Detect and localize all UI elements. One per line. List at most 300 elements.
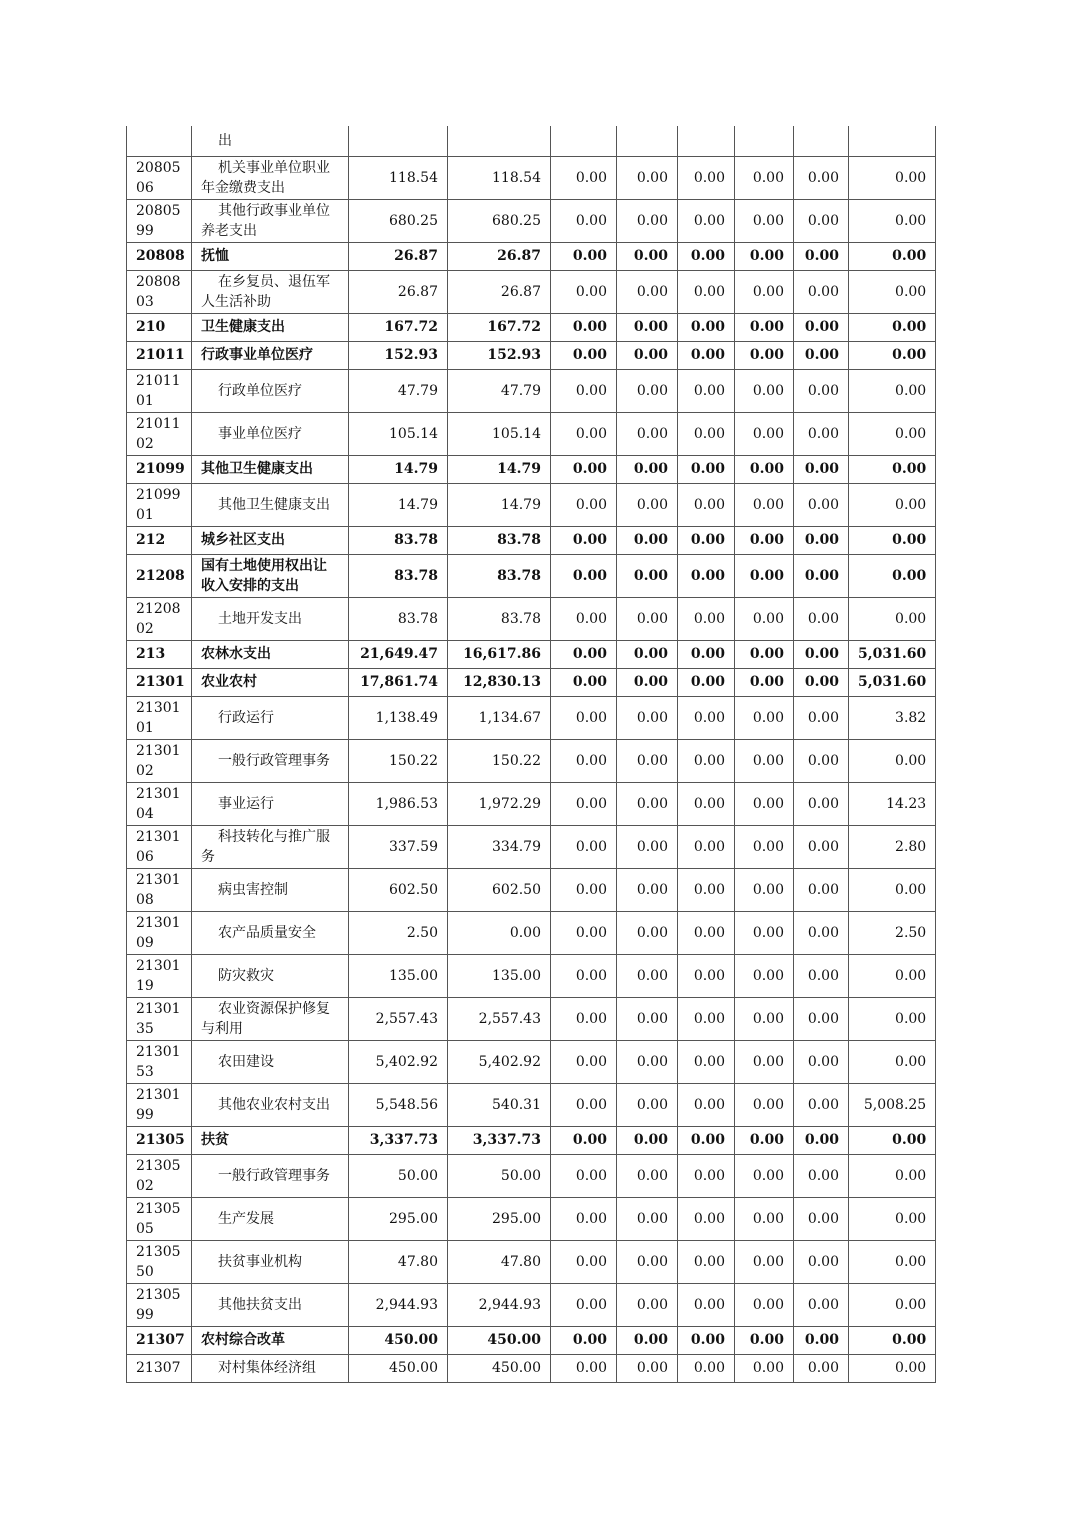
amount-cell: 0.00 [551, 1354, 617, 1382]
amount-cell: 0.00 [617, 199, 678, 242]
function-code-cell: 2109901 [127, 483, 192, 526]
amount-cell: 0.00 [794, 782, 849, 825]
function-name-cell: 农业资源保护修复与利用 [192, 997, 349, 1040]
amount-cell: 0.00 [617, 597, 678, 640]
amount-cell: 47.79 [448, 369, 551, 412]
amount-cell: 0.00 [735, 597, 794, 640]
amount-cell: 0.00 [794, 526, 849, 554]
table-row [127, 1283, 936, 1326]
function-code-cell: 2130135 [127, 997, 192, 1040]
amount-cell: 0.00 [551, 911, 617, 954]
amount-cell: 1,138.49 [349, 696, 448, 739]
function-code-cell: 21099 [127, 455, 192, 483]
amount-cell: 0.00 [735, 868, 794, 911]
amount-cell: 2,944.93 [349, 1283, 448, 1326]
amount-cell: 0.00 [735, 668, 794, 696]
function-name-cell: 行政事业单位医疗 [192, 341, 349, 369]
amount-cell: 14.79 [349, 483, 448, 526]
function-name-cell: 行政单位医疗 [192, 369, 349, 412]
amount-cell: 0.00 [794, 1083, 849, 1126]
amount-cell: 0.00 [849, 868, 936, 911]
amount-cell: 0.00 [551, 455, 617, 483]
amount-cell: 0.00 [678, 911, 735, 954]
amount-cell: 0.00 [849, 1126, 936, 1154]
table-row [127, 369, 936, 412]
amount-cell: 118.54 [448, 156, 551, 199]
amount-cell: 0.00 [678, 483, 735, 526]
amount-cell: 47.80 [349, 1240, 448, 1283]
amount-cell: 0.00 [551, 696, 617, 739]
expenditure-table [126, 126, 936, 1383]
amount-cell: 14.79 [448, 455, 551, 483]
function-name-cell: 其他卫生健康支出 [192, 483, 349, 526]
amount-cell: 0.00 [551, 739, 617, 782]
amount-cell: 680.25 [349, 199, 448, 242]
amount-cell: 0.00 [849, 997, 936, 1040]
amount-cell: 0.00 [617, 954, 678, 997]
amount-cell: 5,402.92 [349, 1040, 448, 1083]
function-name-cell: 科技转化与推广服务 [192, 825, 349, 868]
function-code-cell: 2130102 [127, 739, 192, 782]
amount-cell: 14.79 [349, 455, 448, 483]
amount-cell: 450.00 [448, 1354, 551, 1382]
amount-cell: 0.00 [794, 911, 849, 954]
amount-cell: 0.00 [849, 412, 936, 455]
amount-cell: 0.00 [735, 782, 794, 825]
amount-cell: 0.00 [551, 526, 617, 554]
table-row [127, 825, 936, 868]
function-name-cell: 一般行政管理事务 [192, 1154, 349, 1197]
amount-cell: 0.00 [794, 341, 849, 369]
function-name-cell: 卫生健康支出 [192, 313, 349, 341]
function-name-cell: 机关事业单位职业年金缴费支出 [192, 156, 349, 199]
amount-cell: 0.00 [849, 554, 936, 597]
amount-cell: 0.00 [551, 1083, 617, 1126]
amount-cell: 0.00 [794, 369, 849, 412]
table-row [127, 483, 936, 526]
function-name-cell: 防灾救灾 [192, 954, 349, 997]
amount-cell: 0.00 [794, 1326, 849, 1354]
amount-cell: 0.00 [849, 1197, 936, 1240]
amount-cell: 0.00 [735, 1197, 794, 1240]
amount-cell: 0.00 [735, 1283, 794, 1326]
amount-cell: 0.00 [735, 1354, 794, 1382]
function-name-cell: 其他卫生健康支出 [192, 455, 349, 483]
amount-cell: 0.00 [617, 341, 678, 369]
amount-cell: 0.00 [678, 868, 735, 911]
amount-cell: 0.00 [617, 1326, 678, 1354]
amount-cell: 0.00 [551, 554, 617, 597]
amount-cell: 0.00 [617, 997, 678, 1040]
amount-cell: 0.00 [849, 369, 936, 412]
amount-cell: 2.80 [849, 825, 936, 868]
amount-cell: 0.00 [617, 825, 678, 868]
amount-cell: 0.00 [678, 825, 735, 868]
amount-cell: 0.00 [735, 554, 794, 597]
amount-cell: 0.00 [678, 554, 735, 597]
amount-cell: 0.00 [678, 369, 735, 412]
function-name-cell: 国有土地使用权出让收入安排的支出 [192, 554, 349, 597]
function-name-cell: 扶贫 [192, 1126, 349, 1154]
amount-cell: 0.00 [735, 455, 794, 483]
table-row [127, 597, 936, 640]
amount-cell: 0.00 [794, 455, 849, 483]
table-row [127, 242, 936, 270]
table-row [127, 1240, 936, 1283]
amount-cell: 50.00 [448, 1154, 551, 1197]
amount-cell: 0.00 [551, 199, 617, 242]
amount-cell: 0.00 [617, 1354, 678, 1382]
function-name-cell: 在乡复员、退伍军人生活补助 [192, 270, 349, 313]
amount-cell: 0.00 [551, 270, 617, 313]
amount-cell: 0.00 [617, 369, 678, 412]
amount-cell: 0.00 [794, 997, 849, 1040]
amount-cell: 0.00 [551, 825, 617, 868]
amount-cell: 14.79 [448, 483, 551, 526]
amount-cell: 0.00 [849, 341, 936, 369]
table-row [127, 126, 936, 156]
amount-cell: 0.00 [794, 1240, 849, 1283]
function-code-cell: 213 [127, 640, 192, 668]
amount-cell: 0.00 [678, 270, 735, 313]
amount-cell: 0.00 [849, 1040, 936, 1083]
amount-cell: 2,557.43 [349, 997, 448, 1040]
table-row [127, 156, 936, 199]
amount-cell: 0.00 [735, 954, 794, 997]
amount-cell: 0.00 [551, 1040, 617, 1083]
function-name-cell: 农产品质量安全 [192, 911, 349, 954]
amount-cell: 0.00 [617, 1154, 678, 1197]
amount-cell: 1,972.29 [448, 782, 551, 825]
function-code-cell: 2130550 [127, 1240, 192, 1283]
table-row [127, 911, 936, 954]
amount-cell: 0.00 [794, 1283, 849, 1326]
amount-cell: 0.00 [551, 997, 617, 1040]
function-code-cell: 210 [127, 313, 192, 341]
amount-cell: 1,986.53 [349, 782, 448, 825]
amount-cell: 0.00 [551, 156, 617, 199]
amount-cell: 16,617.86 [448, 640, 551, 668]
function-name-cell: 农林水支出 [192, 640, 349, 668]
amount-cell: 0.00 [849, 199, 936, 242]
amount-cell: 0.00 [617, 1197, 678, 1240]
amount-cell: 0.00 [617, 739, 678, 782]
amount-cell: 0.00 [678, 156, 735, 199]
amount-cell: 167.72 [448, 313, 551, 341]
table-row [127, 455, 936, 483]
function-code-cell: 21208 [127, 554, 192, 597]
function-code-cell [127, 126, 192, 156]
amount-cell: 167.72 [349, 313, 448, 341]
amount-cell: 152.93 [349, 341, 448, 369]
table-row [127, 668, 936, 696]
amount-cell: 0.00 [849, 455, 936, 483]
amount-cell: 105.14 [448, 412, 551, 455]
amount-cell: 0.00 [735, 1083, 794, 1126]
function-name-cell: 生产发展 [192, 1197, 349, 1240]
amount-cell: 0.00 [849, 1154, 936, 1197]
amount-cell: 0.00 [551, 954, 617, 997]
amount-cell: 334.79 [448, 825, 551, 868]
function-code-cell: 2130599 [127, 1283, 192, 1326]
amount-cell: 0.00 [735, 640, 794, 668]
amount-cell [735, 126, 794, 156]
amount-cell: 0.00 [678, 640, 735, 668]
table-row [127, 997, 936, 1040]
amount-cell: 0.00 [735, 313, 794, 341]
amount-cell: 0.00 [551, 1154, 617, 1197]
amount-cell: 0.00 [678, 1154, 735, 1197]
amount-cell: 0.00 [551, 868, 617, 911]
function-code-cell: 21307 [127, 1354, 192, 1382]
table-row [127, 696, 936, 739]
amount-cell: 83.78 [349, 597, 448, 640]
amount-cell: 0.00 [617, 782, 678, 825]
amount-cell: 0.00 [551, 1126, 617, 1154]
amount-cell: 5,548.56 [349, 1083, 448, 1126]
amount-cell: 83.78 [349, 526, 448, 554]
amount-cell: 150.22 [448, 739, 551, 782]
amount-cell: 0.00 [849, 156, 936, 199]
amount-cell: 0.00 [617, 1040, 678, 1083]
amount-cell: 0.00 [678, 782, 735, 825]
table-row [127, 199, 936, 242]
amount-cell: 150.22 [349, 739, 448, 782]
amount-cell: 0.00 [678, 313, 735, 341]
function-code-cell: 2080803 [127, 270, 192, 313]
amount-cell: 5,402.92 [448, 1040, 551, 1083]
amount-cell: 0.00 [617, 1240, 678, 1283]
amount-cell: 0.00 [735, 242, 794, 270]
amount-cell [617, 126, 678, 156]
table-row [127, 526, 936, 554]
amount-cell: 0.00 [849, 1283, 936, 1326]
amount-cell: 0.00 [617, 483, 678, 526]
function-code-cell: 2120802 [127, 597, 192, 640]
table-row [127, 954, 936, 997]
amount-cell: 0.00 [794, 313, 849, 341]
amount-cell: 0.00 [678, 455, 735, 483]
amount-cell: 0.00 [678, 412, 735, 455]
amount-cell [551, 126, 617, 156]
amount-cell: 0.00 [551, 1197, 617, 1240]
amount-cell: 0.00 [678, 997, 735, 1040]
amount-cell: 50.00 [349, 1154, 448, 1197]
amount-cell: 0.00 [617, 455, 678, 483]
amount-cell: 0.00 [678, 668, 735, 696]
amount-cell: 2.50 [849, 911, 936, 954]
amount-cell: 0.00 [794, 483, 849, 526]
amount-cell: 337.59 [349, 825, 448, 868]
amount-cell: 0.00 [617, 1126, 678, 1154]
amount-cell: 0.00 [735, 483, 794, 526]
function-code-cell: 212 [127, 526, 192, 554]
amount-cell [448, 126, 551, 156]
amount-cell: 0.00 [678, 1240, 735, 1283]
table-row [127, 1354, 936, 1382]
amount-cell: 0.00 [551, 369, 617, 412]
amount-cell: 0.00 [551, 341, 617, 369]
function-name-cell: 其他农业农村支出 [192, 1083, 349, 1126]
amount-cell: 0.00 [551, 1283, 617, 1326]
amount-cell: 0.00 [617, 640, 678, 668]
amount-cell: 0.00 [849, 242, 936, 270]
table-row [127, 1197, 936, 1240]
amount-cell: 0.00 [551, 242, 617, 270]
amount-cell: 0.00 [551, 782, 617, 825]
function-code-cell: 20808 [127, 242, 192, 270]
amount-cell: 602.50 [349, 868, 448, 911]
amount-cell: 0.00 [448, 911, 551, 954]
amount-cell: 0.00 [617, 526, 678, 554]
amount-cell: 0.00 [551, 597, 617, 640]
amount-cell: 0.00 [551, 483, 617, 526]
function-name-cell: 城乡社区支出 [192, 526, 349, 554]
function-name-cell: 病虫害控制 [192, 868, 349, 911]
table-body [127, 126, 936, 1382]
amount-cell: 0.00 [794, 954, 849, 997]
amount-cell: 14.23 [849, 782, 936, 825]
amount-cell: 47.79 [349, 369, 448, 412]
amount-cell: 0.00 [794, 739, 849, 782]
amount-cell: 0.00 [678, 526, 735, 554]
amount-cell: 0.00 [678, 1040, 735, 1083]
function-name-cell: 农村综合改革 [192, 1326, 349, 1354]
amount-cell: 0.00 [735, 412, 794, 455]
amount-cell: 0.00 [735, 1240, 794, 1283]
function-code-cell: 2130153 [127, 1040, 192, 1083]
amount-cell: 0.00 [735, 1154, 794, 1197]
amount-cell: 5,031.60 [849, 640, 936, 668]
amount-cell: 0.00 [617, 911, 678, 954]
amount-cell: 0.00 [735, 997, 794, 1040]
amount-cell: 0.00 [617, 696, 678, 739]
amount-cell: 2,557.43 [448, 997, 551, 1040]
amount-cell: 0.00 [617, 1283, 678, 1326]
amount-cell: 152.93 [448, 341, 551, 369]
amount-cell: 0.00 [794, 825, 849, 868]
table-row [127, 1083, 936, 1126]
amount-cell: 0.00 [617, 554, 678, 597]
amount-cell: 0.00 [735, 369, 794, 412]
amount-cell: 17,861.74 [349, 668, 448, 696]
amount-cell: 0.00 [849, 1354, 936, 1382]
table-row [127, 313, 936, 341]
amount-cell: 0.00 [794, 640, 849, 668]
amount-cell: 0.00 [551, 668, 617, 696]
amount-cell: 3.82 [849, 696, 936, 739]
amount-cell: 0.00 [617, 412, 678, 455]
amount-cell: 105.14 [349, 412, 448, 455]
function-name-cell: 农业农村 [192, 668, 349, 696]
function-name-cell: 出 [192, 126, 349, 156]
function-code-cell: 2130505 [127, 1197, 192, 1240]
table-row [127, 1040, 936, 1083]
function-code-cell: 2101102 [127, 412, 192, 455]
amount-cell: 0.00 [617, 242, 678, 270]
amount-cell: 0.00 [735, 156, 794, 199]
function-code-cell: 2130119 [127, 954, 192, 997]
amount-cell: 0.00 [678, 242, 735, 270]
amount-cell: 0.00 [849, 270, 936, 313]
amount-cell: 12,830.13 [448, 668, 551, 696]
amount-cell: 2,944.93 [448, 1283, 551, 1326]
amount-cell: 450.00 [349, 1326, 448, 1354]
amount-cell: 3,337.73 [349, 1126, 448, 1154]
amount-cell: 83.78 [349, 554, 448, 597]
function-name-cell: 其他行政事业单位养老支出 [192, 199, 349, 242]
amount-cell: 0.00 [794, 412, 849, 455]
amount-cell: 0.00 [794, 668, 849, 696]
amount-cell: 680.25 [448, 199, 551, 242]
amount-cell: 26.87 [349, 270, 448, 313]
function-code-cell: 2130109 [127, 911, 192, 954]
table-row [127, 270, 936, 313]
amount-cell: 0.00 [794, 1154, 849, 1197]
amount-cell: 0.00 [849, 739, 936, 782]
amount-cell: 0.00 [794, 242, 849, 270]
amount-cell: 0.00 [794, 597, 849, 640]
amount-cell: 0.00 [735, 739, 794, 782]
function-code-cell: 2130101 [127, 696, 192, 739]
amount-cell [678, 126, 735, 156]
amount-cell: 0.00 [678, 199, 735, 242]
amount-cell: 0.00 [849, 483, 936, 526]
amount-cell: 135.00 [349, 954, 448, 997]
function-code-cell: 21305 [127, 1126, 192, 1154]
amount-cell: 540.31 [448, 1083, 551, 1126]
amount-cell: 0.00 [794, 156, 849, 199]
function-name-cell: 对村集体经济组 [192, 1354, 349, 1382]
amount-cell: 0.00 [735, 270, 794, 313]
amount-cell: 0.00 [551, 1326, 617, 1354]
function-code-cell: 2130199 [127, 1083, 192, 1126]
amount-cell: 5,008.25 [849, 1083, 936, 1126]
amount-cell: 0.00 [735, 341, 794, 369]
amount-cell: 0.00 [678, 1326, 735, 1354]
function-code-cell: 2130104 [127, 782, 192, 825]
function-name-cell: 事业运行 [192, 782, 349, 825]
amount-cell: 0.00 [551, 640, 617, 668]
amount-cell: 83.78 [448, 526, 551, 554]
amount-cell: 0.00 [617, 313, 678, 341]
amount-cell: 0.00 [678, 1083, 735, 1126]
amount-cell: 0.00 [735, 1040, 794, 1083]
amount-cell: 0.00 [849, 954, 936, 997]
function-code-cell: 2080599 [127, 199, 192, 242]
amount-cell: 26.87 [448, 242, 551, 270]
amount-cell: 0.00 [551, 313, 617, 341]
amount-cell: 2.50 [349, 911, 448, 954]
amount-cell: 295.00 [448, 1197, 551, 1240]
amount-cell [794, 126, 849, 156]
amount-cell: 0.00 [617, 156, 678, 199]
function-name-cell: 事业单位医疗 [192, 412, 349, 455]
function-name-cell: 其他扶贫支出 [192, 1283, 349, 1326]
amount-cell: 135.00 [448, 954, 551, 997]
amount-cell: 0.00 [794, 696, 849, 739]
amount-cell: 0.00 [735, 825, 794, 868]
table-row [127, 341, 936, 369]
amount-cell: 0.00 [617, 868, 678, 911]
function-code-cell: 2080506 [127, 156, 192, 199]
amount-cell: 83.78 [448, 597, 551, 640]
amount-cell: 295.00 [349, 1197, 448, 1240]
amount-cell: 0.00 [735, 1126, 794, 1154]
amount-cell: 0.00 [794, 554, 849, 597]
amount-cell: 0.00 [794, 199, 849, 242]
amount-cell: 0.00 [678, 696, 735, 739]
